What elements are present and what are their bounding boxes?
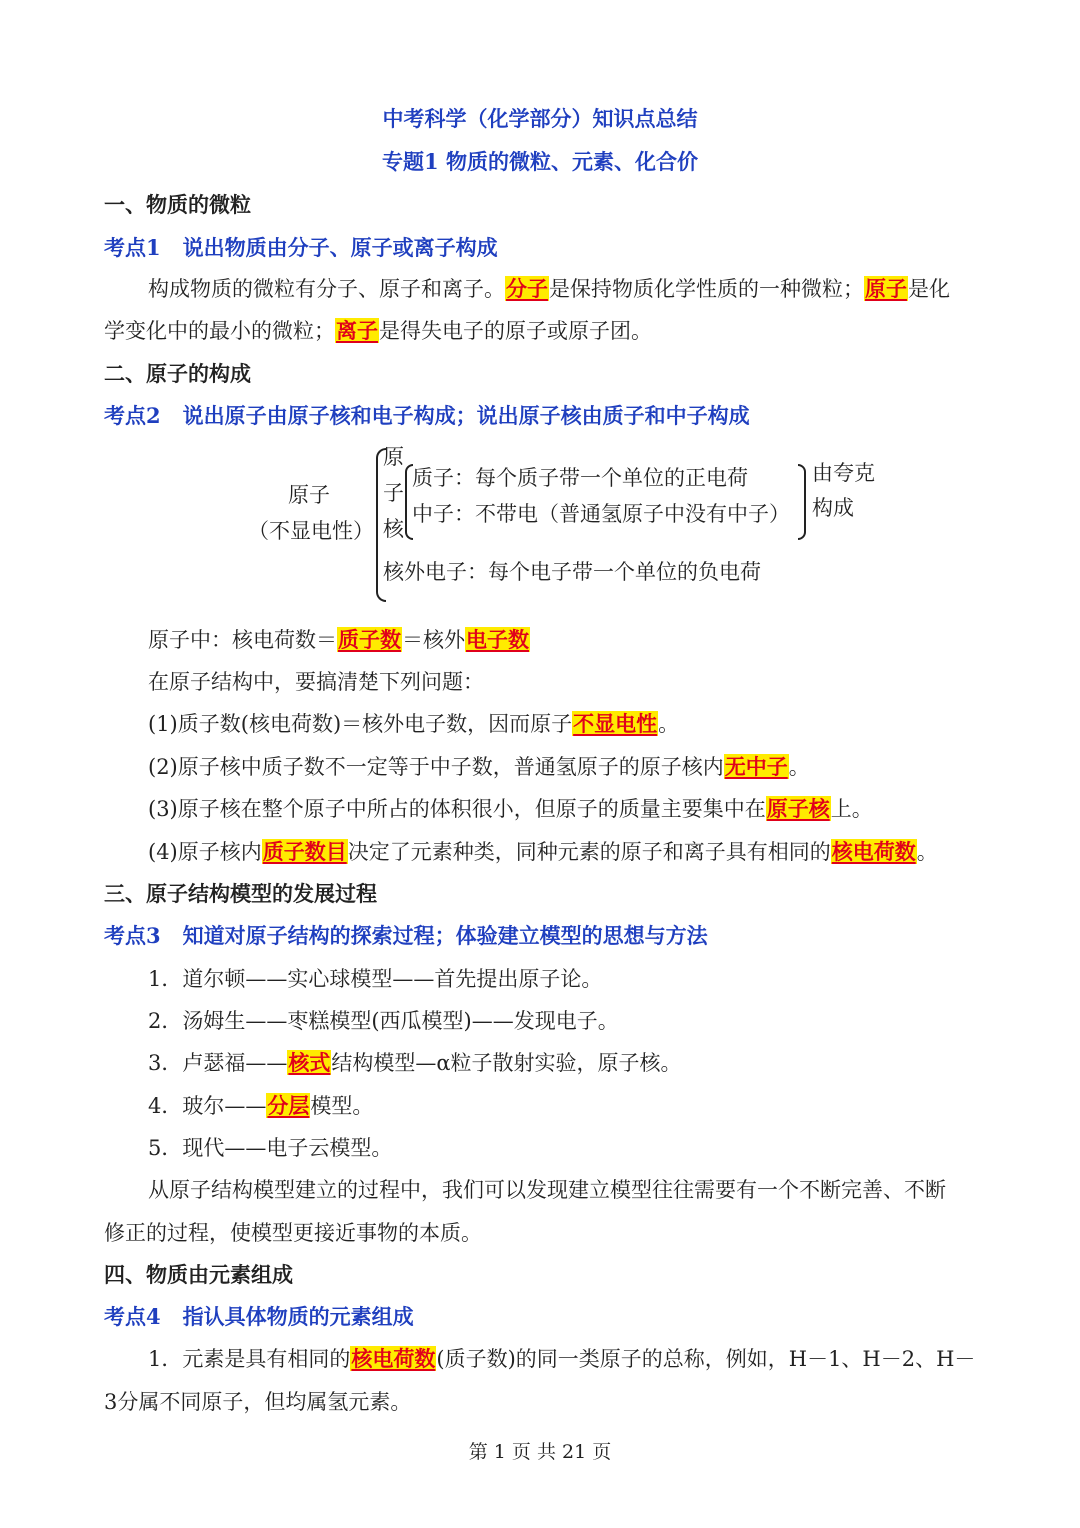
text: 1．元素是具有相同的 — [148, 1347, 351, 1371]
diagram-neutral: （不显电性） — [248, 519, 374, 543]
text: 原子中：核电荷数＝ — [148, 628, 337, 652]
paragraph: 3分属不同原子，但均属氢元素。 — [104, 1390, 412, 1414]
highlight: 核电荷数 — [351, 1346, 436, 1371]
kaodian-4 — [104, 1301, 414, 1331]
highlight: 电子数 — [466, 627, 529, 652]
paragraph — [148, 273, 950, 303]
text: 。 — [916, 840, 938, 864]
text: (质子数)的同一类原子的总称，例如，H－1、H－2、H－ — [436, 1347, 976, 1371]
kaodian-text: 说出物质由分子、原子或离子构成 — [182, 235, 498, 260]
kaodian-3 — [104, 920, 708, 950]
highlight: 核式 — [288, 1050, 331, 1075]
kaodian-text: 说出原子由原子核和电子构成；说出原子核由质子和中子构成 — [182, 403, 750, 428]
page-footer: 第 1 页 共 21 页 — [468, 1441, 612, 1463]
paragraph — [148, 1343, 975, 1373]
text: 决定了元素种类，同种元素的原子和离子具有相同的 — [347, 840, 831, 864]
diagram-atom: 原子 — [288, 483, 330, 507]
paragraph: 修正的过程，使模型更接近事物的本质。 — [104, 1221, 482, 1245]
highlight: 质子数目 — [262, 839, 347, 864]
diagram-neutron: 中子：不带电（普通氢原子中没有中子） — [412, 502, 790, 526]
text: (1)质子数(核电荷数)＝核外电子数，因而原子 — [148, 712, 573, 736]
kaodian-label: 考点4 — [104, 1304, 161, 1329]
text: 是保持物质化学性质的一种微粒； — [549, 277, 864, 301]
right-brace — [798, 464, 806, 540]
diagram-nucleus-char: 原 — [383, 445, 404, 469]
list-item — [148, 836, 938, 866]
highlight: 核电荷数 — [831, 839, 916, 864]
highlight: 分子 — [506, 276, 548, 301]
page-subtitle: 专题1 物质的微粒、元素、化合价 — [382, 149, 698, 174]
list-item — [148, 708, 679, 738]
diagram-nucleus-char: 子 — [383, 481, 404, 505]
highlight: 无中子 — [724, 754, 788, 779]
kaodian-label: 考点2 — [104, 403, 161, 428]
highlight: 原子核 — [766, 796, 830, 821]
page-title: 中考科学（化学部分）知识点总结 — [382, 106, 698, 131]
paragraph — [148, 624, 530, 654]
text: ＝核外 — [402, 628, 465, 652]
section-heading-2: 二、原子的构成 — [104, 361, 251, 386]
list-item — [148, 751, 810, 781]
paragraph: 从原子结构模型建立的过程中，我们可以发现建立模型往往需要有一个不断完善、不断 — [148, 1178, 946, 1202]
diagram-proton: 质子：每个质子带一个单位的正电荷 — [412, 466, 748, 490]
text: 构成物质的微粒有分子、原子和离子。 — [148, 277, 505, 301]
highlight: 分层 — [267, 1093, 310, 1118]
text: 是得失电子的原子或原子团。 — [379, 319, 652, 343]
text: 。 — [658, 712, 680, 736]
paragraph: 在原子结构中，要搞清楚下列问题： — [148, 670, 484, 694]
diagram-quark-2: 构成 — [812, 496, 854, 520]
text: (4)原子核内 — [148, 840, 262, 864]
text: 学变化中的最小的微粒； — [104, 319, 335, 343]
highlight: 离子 — [336, 318, 378, 343]
highlight: 不显电性 — [573, 711, 658, 736]
kaodian-label: 考点3 — [104, 923, 161, 948]
text: 。 — [788, 755, 810, 779]
text: 4．玻尔—— — [148, 1094, 267, 1118]
text: 模型。 — [310, 1094, 374, 1118]
text: (3)原子核在整个原子中所占的体积很小，但原子的质量主要集中在 — [148, 797, 766, 821]
diagram-nucleus-char: 核 — [383, 517, 404, 541]
highlight: 质子数 — [338, 627, 401, 652]
diagram-quark-1: 由夸克 — [812, 461, 875, 485]
highlight: 原子 — [865, 276, 907, 301]
paragraph — [104, 315, 652, 345]
list-item: 1．道尔顿——实心球模型——首先提出原子论。 — [148, 967, 603, 991]
list-item: 5．现代——电子云模型。 — [148, 1136, 393, 1160]
kaodian-1 — [104, 232, 498, 262]
list-item — [148, 1047, 682, 1077]
text: (2)原子核中质子数不一定等于中子数，普通氢原子的原子核内 — [148, 755, 724, 779]
list-item — [148, 1090, 373, 1120]
kaodian-2 — [104, 400, 750, 430]
kaodian-text: 知道对原子结构的探索过程；体验建立模型的思想与方法 — [182, 923, 708, 948]
kaodian-label: 考点1 — [104, 235, 161, 260]
text: 3．卢瑟福—— — [148, 1051, 288, 1075]
section-heading-3: 三、原子结构模型的发展过程 — [104, 881, 377, 906]
list-item: 2．汤姆生——枣糕模型(西瓜模型)——发现电子。 — [148, 1009, 619, 1033]
text: 上。 — [830, 797, 873, 821]
text: 结构模型—α粒子散射实验，原子核。 — [331, 1051, 682, 1075]
section-heading-1: 一、物质的微粒 — [104, 192, 251, 217]
kaodian-text: 指认具体物质的元素组成 — [182, 1304, 414, 1329]
diagram-electron: 核外电子：每个电子带一个单位的负电荷 — [383, 560, 761, 584]
text: 是化 — [908, 277, 950, 301]
section-heading-4: 四、物质由元素组成 — [104, 1262, 293, 1287]
list-item — [148, 793, 873, 823]
